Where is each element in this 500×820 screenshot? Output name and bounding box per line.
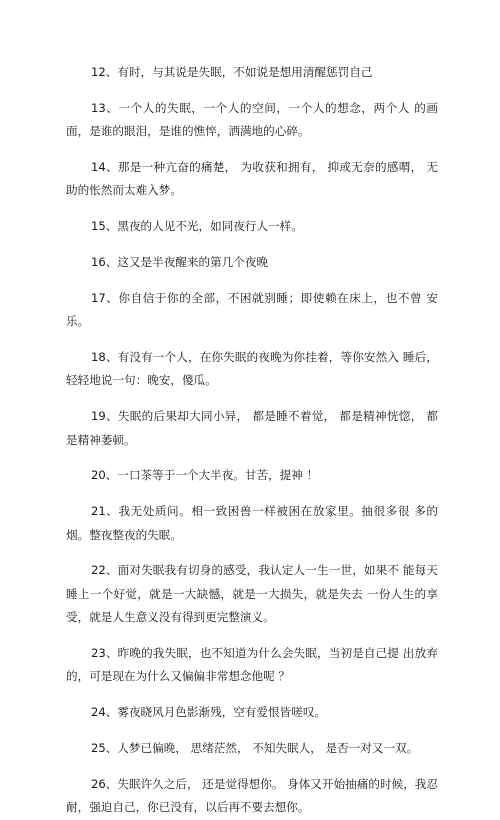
entry-15: 15、黑夜的人见不光，如同夜行人一样。 bbox=[91, 219, 303, 234]
entry-26: 26、失眠许久之后， 还是觉得想你。 身体又开始抽痛的时候，我忍耐，强迫自己，你已没有，以后再不要去想你。 bbox=[66, 776, 438, 815]
entry-21: 21、我无处质问。相一致困兽一样被困在放家里。抽很多很 多的烟。整夜整夜的失眠。 bbox=[66, 504, 438, 542]
entry-20: 20、一口茶等于一个大半夜。甘苦，提神 ！ bbox=[91, 468, 319, 483]
entry-24: 24、雾夜晓风月色影渐残，空有爱恨皆嗟叹。 bbox=[91, 705, 327, 720]
entry-22: 22、面对失眠我有切身的感受，我认定人一生一世，如果不 能每天睡上一个好觉，就是一大缺憾，就是一大损失，就是失去 一份人生的享受，就是人生意义没有得到更完整演义。 bbox=[66, 563, 438, 625]
entry-25: 25、人梦已偏晚， 思绪茫然， 不知失眠人， 是否一对又一双。 bbox=[91, 741, 419, 756]
entry-23: 23、昨晚的我失眠，也不知道为什么会失眠，当初是自己提 出放弃的，可是现在为什么又偏偏非常想念他呢 ？ bbox=[66, 646, 438, 684]
entry-17: 17、你自信于你的全部，不困就别睡；即使赖在床上，也不曾 安乐。 bbox=[66, 290, 438, 329]
entry-16: 16、这又是半夜醒来的第几个夜晚 bbox=[91, 255, 269, 269]
entry-12: 12、有时，与其说是失眠，不如说是想用清醒惩罚自己 bbox=[91, 65, 373, 79]
entry-14: 14、那是一种亢奋的痛楚， 为收获和拥有， 抑或无奈的感喟， 无助的怅然而太难入梦。 bbox=[66, 160, 438, 198]
entry-18: 18、有没有一个人，在你失眠的夜晚为你挂着，等你安然入 睡后，轻轻地说一句：晚安，傻瓜。 bbox=[66, 350, 438, 388]
entry-13: 13、一个人的失眠，一个人的空间，一个人的想念，两个人 的画面，是谁的眼泪，是谁的憔悴，洒满地的心碎。 bbox=[66, 100, 438, 139]
entry-19: 19、失眠的后果却大同小异， 都是睡不着觉， 都是精神恍惚， 都是精神萎顿。 bbox=[66, 409, 438, 447]
